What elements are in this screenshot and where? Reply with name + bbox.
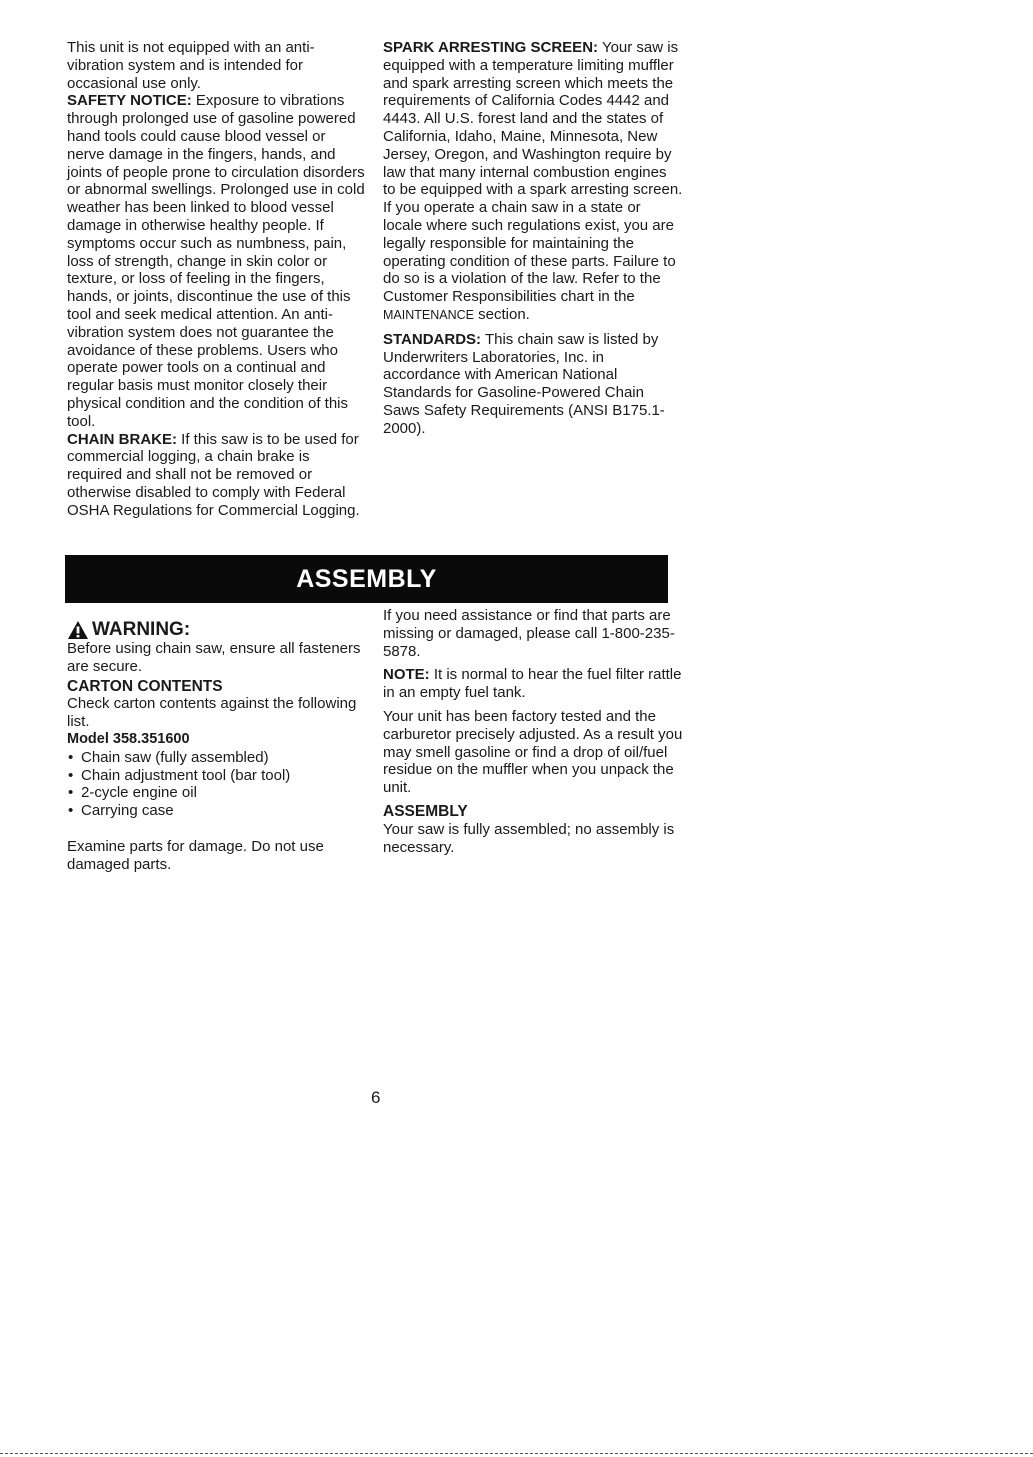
list-item: • Chain saw (fully assembled) bbox=[67, 749, 367, 767]
assembly-left-column bbox=[67, 620, 367, 874]
list-item: • Chain adjustment tool (bar tool) bbox=[67, 767, 367, 785]
assembly-right-column bbox=[383, 607, 683, 856]
note-text: It is normal to hear the fuel filter rattle in an empty fuel tank. bbox=[383, 666, 682, 702]
list-item: • 2-cycle engine oil bbox=[67, 784, 367, 802]
standards-text: This chain saw is listed by Underwriters Laboratories, Inc. in accordance with American National Standards for Gasoline-Powered Chain Saws Safety Requirements (ANSI B175.1-2000). bbox=[383, 330, 665, 437]
spark-arresting-paragraph bbox=[383, 39, 683, 325]
assistance-paragraph: If you need assistance or find that parts are missing or damaged, please call 1-800-235-5878. bbox=[383, 607, 675, 660]
examine-parts-paragraph: Examine parts for damage. Do not use damaged parts. bbox=[67, 837, 324, 873]
intro-left-column bbox=[67, 39, 367, 520]
spark-arresting-text-end: section. bbox=[478, 305, 530, 323]
intro-right-column bbox=[383, 39, 683, 438]
model-number: Model 358.351600 bbox=[67, 730, 190, 747]
assembly-subheading: ASSEMBLY bbox=[383, 802, 468, 820]
page-number: 6 bbox=[371, 1088, 381, 1107]
carton-contents-intro: Check carton contents against the following list. bbox=[67, 695, 357, 731]
warning-text: Before using chain saw, ensure all fasteners are secure. bbox=[67, 640, 361, 675]
warning-label: WARNING: bbox=[92, 619, 191, 640]
assembly-banner-title: ASSEMBLY bbox=[296, 564, 437, 593]
spark-arresting-heading: SPARK ARRESTING SCREEN: bbox=[383, 39, 599, 56]
factory-tested-paragraph: Your unit has been factory tested and the carburetor precisely adjusted. As a result you may smell gasoline or find a drop of oil/fuel residue on the muffler when you unpack the unit. bbox=[383, 707, 683, 797]
note-heading: NOTE: bbox=[383, 666, 430, 684]
anti-vibration-text: This unit is not equipped with an anti-vibration system and is intended for occasional use only. bbox=[67, 39, 315, 92]
page-bottom-rule bbox=[0, 1453, 1033, 1454]
standards-heading: STANDARDS: bbox=[383, 330, 482, 348]
warning-triangle-icon bbox=[67, 620, 89, 640]
warning-heading-line bbox=[67, 620, 367, 640]
safety-notice-heading: SAFETY NOTICE: bbox=[67, 92, 192, 110]
chain-brake-heading: CHAIN BRAKE: bbox=[67, 430, 177, 448]
chain-brake-text: If this saw is to be used for commercial logging, a chain brake is required and shall not be removed or otherwise disabled to comply with Federal OSHA Regulations for Commercial Logging. bbox=[67, 430, 360, 519]
anti-vibration-paragraph bbox=[67, 39, 367, 92]
carton-item-list bbox=[67, 749, 367, 820]
standards-paragraph bbox=[383, 331, 683, 438]
assembly-paragraph: Your saw is fully assembled; no assembly is necessary. bbox=[383, 820, 675, 856]
safety-notice-text: Exposure to vibrations through prolonged use of gasoline powered hand tools could cause blood vessel or nerve damage in the fingers, hands, and joints of people prone to circulation disorders or abnormal swellings. Prolonged use in cold weather has been linked to blood vessel damage in otherwise healthy people. If symptoms occur such as numbness, pain, loss of strength, change in skin color or texture, or loss of feeling in the fingers, hands, or joints, discontinue the use of this tool and seek medical attention. An anti-vibration system does not guarantee the avoidance of these problems. Users who operate power tools on a continual and regular basis must monitor closely their physical condition and the condition of this tool. bbox=[67, 92, 365, 430]
safety-notice-paragraph bbox=[67, 92, 367, 430]
carton-contents-heading: CARTON CONTENTS bbox=[67, 677, 223, 695]
spark-arresting-text: Your saw is equipped with a temperature limiting muffler and spark arresting screen which meets the requirements of California Codes 4442 and 4443. All U.S. forest land and the states of California, Idaho, Maine, Minnesota, New Jersey, Oregon, and Washington require by law that many internal combustion engines to be equipped with a spark arresting screen. If you operate a chain saw in a state or locale where such regulations exist, you are legally responsible for maintaining the operating condition of these parts. Failure to do so is a violation of the law. Refer to the Customer Responsibilities chart in the bbox=[383, 39, 683, 306]
assembly-banner bbox=[65, 555, 668, 603]
note-paragraph bbox=[383, 666, 683, 702]
maintenance-section-ref: MAINTENANCE bbox=[383, 307, 474, 322]
list-item: • Carrying case bbox=[67, 802, 367, 820]
chain-brake-paragraph bbox=[67, 431, 367, 520]
warning-paragraph bbox=[67, 640, 367, 676]
